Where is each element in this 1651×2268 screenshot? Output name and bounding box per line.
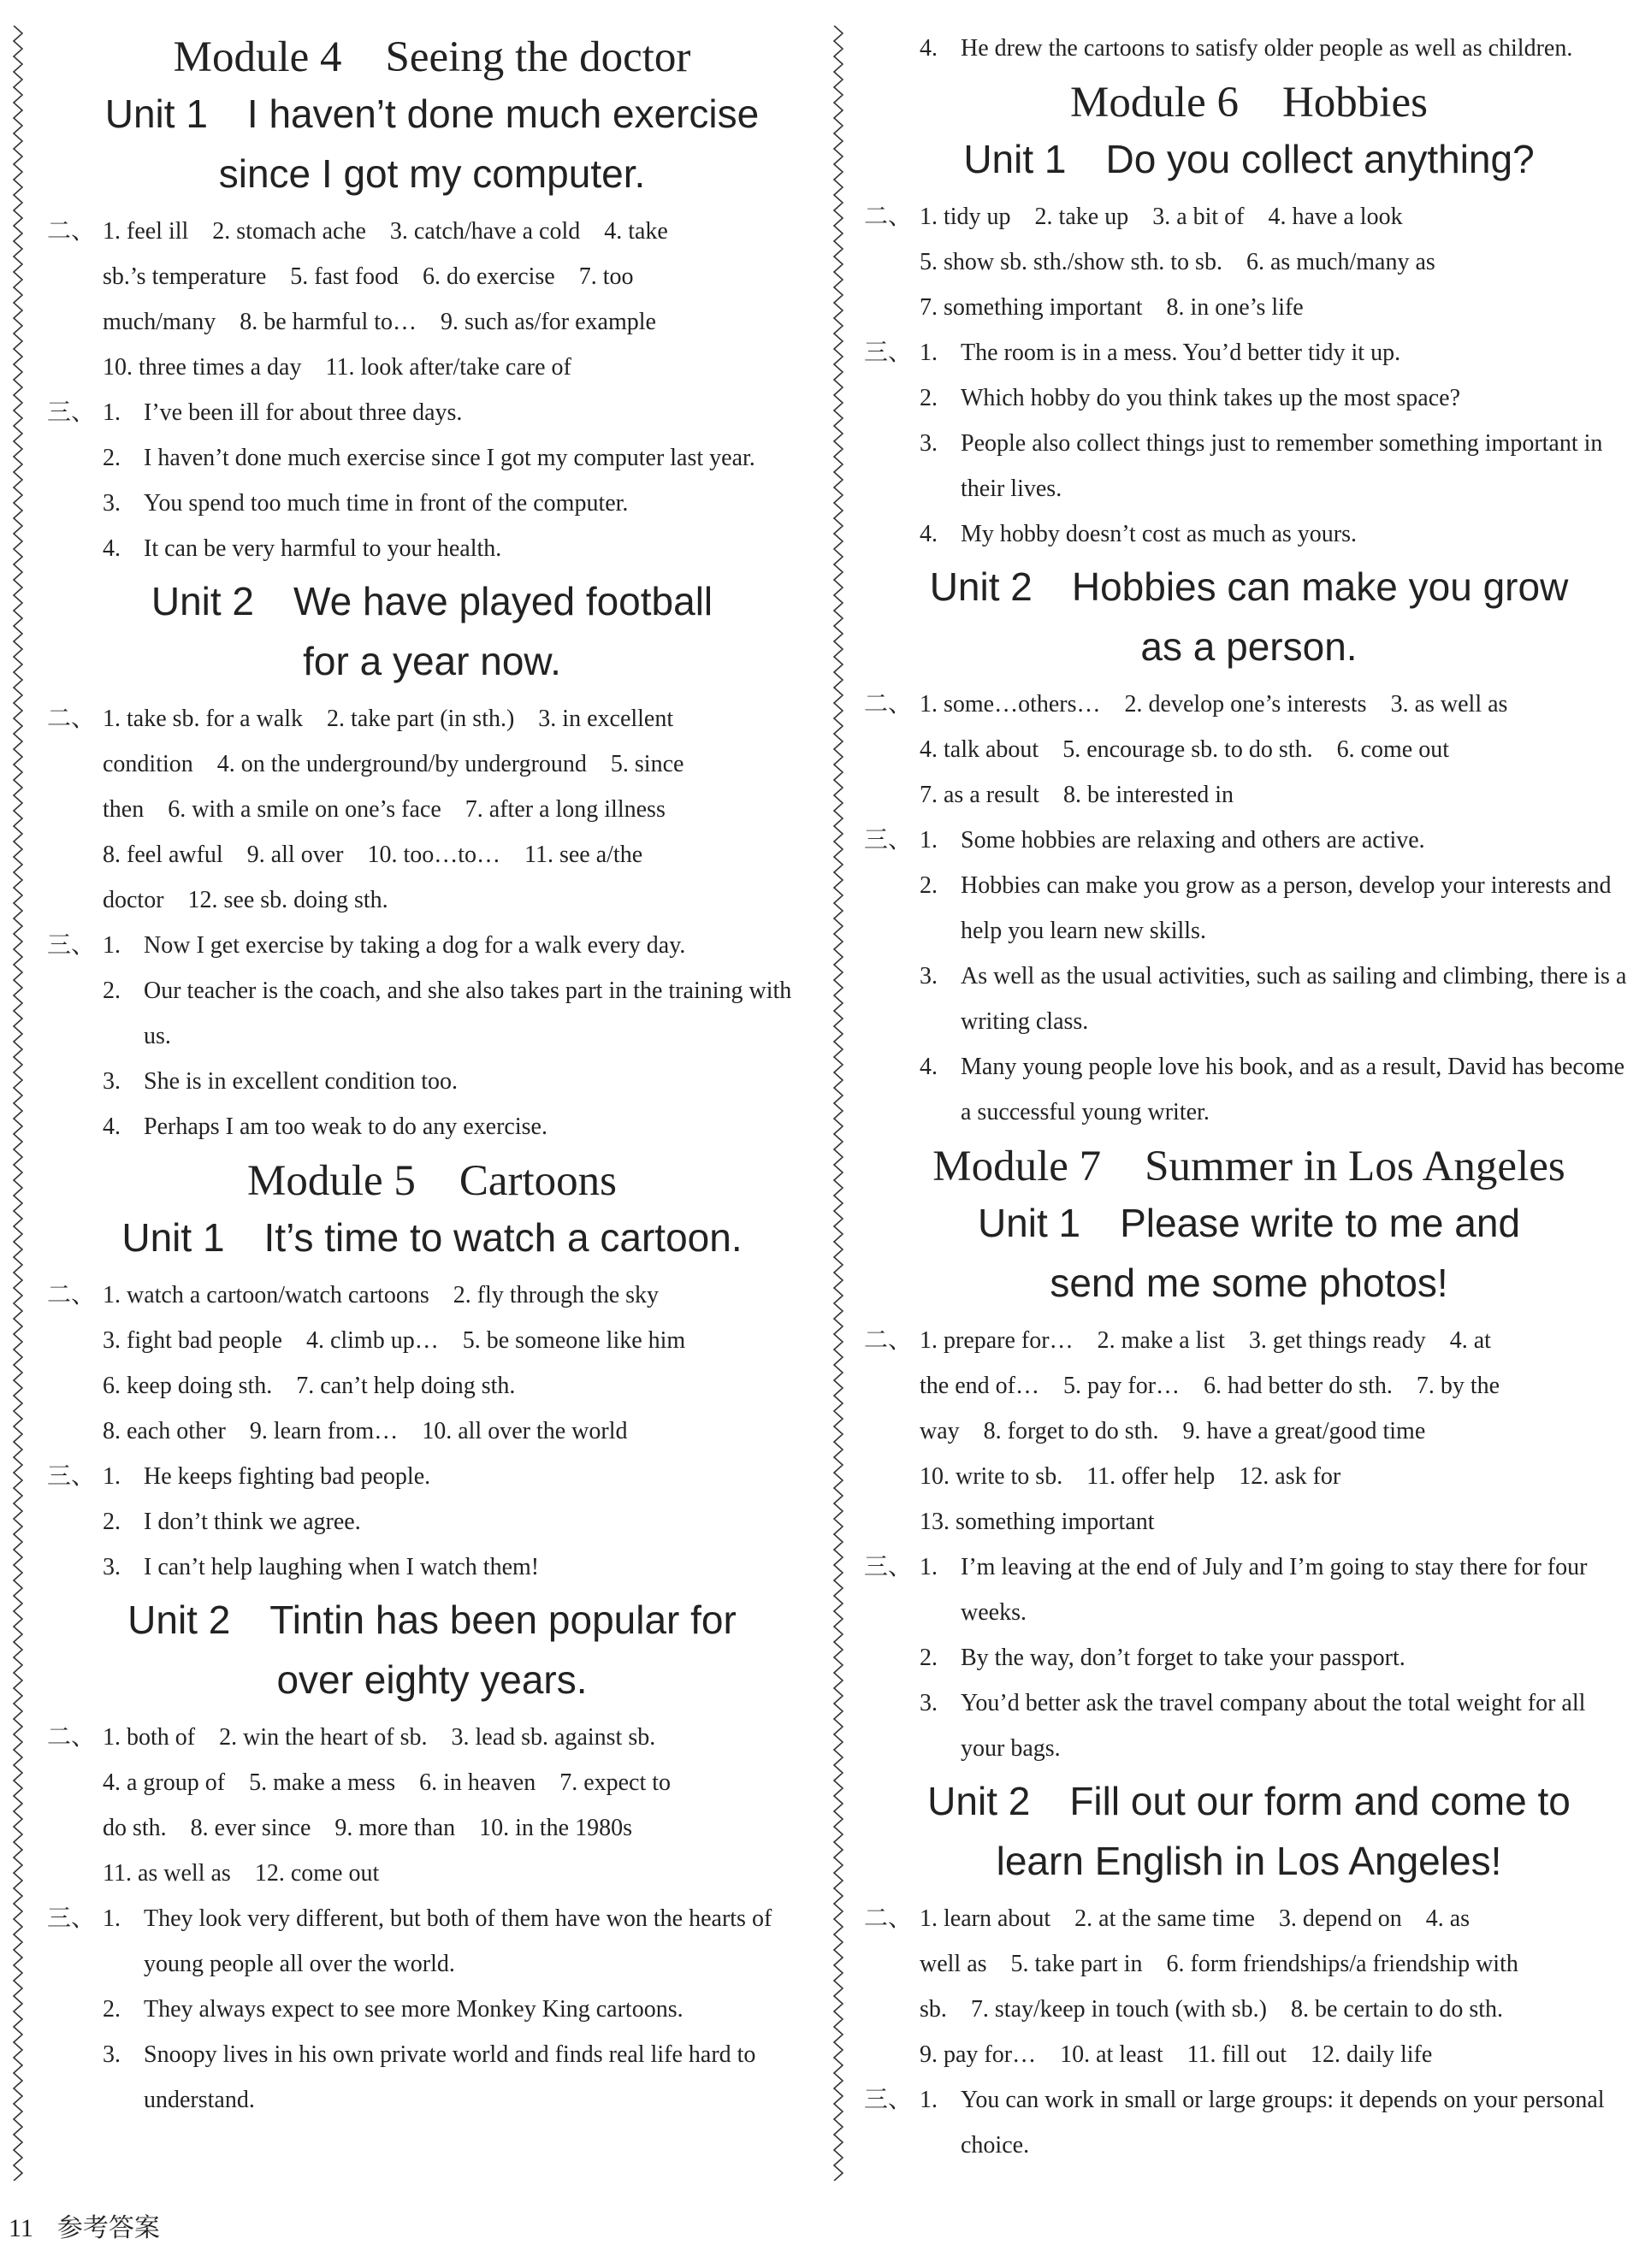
item-number: 1.: [920, 1554, 938, 1580]
item-number: 4.: [920, 35, 938, 62]
sentence-item: [920, 863, 1634, 954]
item-number: 3.: [103, 1068, 121, 1095]
sentence-item: [103, 923, 817, 968]
sentence-item: [103, 1059, 817, 1104]
module-6-unit-2-title: Unit 2 Hobbies can make you grow as a person.: [929, 564, 1569, 669]
item-number: 4.: [920, 521, 938, 547]
m6u2-sentences-section: [864, 818, 1634, 1135]
phrase-line: 9. pay for… 10. at least 11. fill out 12. daily life: [920, 2041, 1433, 2068]
phrase-line: condition 4. on the underground/by underground 5. since: [103, 751, 684, 777]
item-text: People also collect things just to remember something important in their lives.: [961, 430, 1603, 502]
m5u2-phrases-section: [47, 1715, 817, 1896]
phrase-line: 1. take sb. for a walk 2. take part (in sth.) 3. in excellent: [103, 706, 674, 732]
item-number: 1.: [920, 340, 938, 366]
item-text: I can’t help laughing when I watch them!: [144, 1554, 540, 1580]
module-4-unit-1-title: Unit 1 I haven’t done much exercise since I got my computer.: [104, 92, 760, 196]
m4u2-phrases-section: [47, 696, 817, 923]
item-text: She is in excellent condition too.: [144, 1068, 459, 1095]
sentence-item: [103, 1454, 817, 1499]
section-marker-2: 二、: [864, 691, 913, 718]
item-number: 4.: [103, 1113, 121, 1140]
sentence-item: [103, 2032, 817, 2123]
item-text: I’m leaving at the end of July and I’m going to stay there for four weeks.: [961, 1554, 1588, 1626]
item-text: The room is in a mess. You’d better tidy it up.: [961, 340, 1401, 366]
phrase-line: 11. as well as 12. come out: [103, 1860, 380, 1887]
item-number: 1.: [920, 2087, 938, 2113]
item-number: 1.: [920, 827, 938, 853]
item-text: Which hobby do you think takes up the most space?: [961, 385, 1460, 411]
item-text: Some hobbies are relaxing and others are active.: [961, 827, 1425, 853]
phrase-line: well as 5. take part in 6. form friendships/a friendship with: [920, 1951, 1518, 1977]
module-5-title: Module 5 Cartoons: [246, 1157, 618, 1205]
m7u1-phrases-section: [864, 1318, 1634, 1544]
phrase-line: much/many 8. be harmful to… 9. such as/for example: [103, 309, 656, 335]
phrase-line: 5. show sb. sth./show sth. to sb. 6. as much/many as: [920, 249, 1435, 275]
phrase-line: way 8. forget to do sth. 9. have a great/good time: [920, 1418, 1426, 1444]
sentence-item: [103, 1104, 817, 1149]
zigzag-divider-left: [12, 26, 24, 2181]
item-text: Hobbies can make you grow as a person, develop your interests and help you learn new skills.: [961, 872, 1612, 944]
sentence-item: [103, 1544, 817, 1590]
sentence-item: [920, 818, 1634, 863]
item-number: 3.: [103, 490, 121, 517]
sentence-item: [920, 1680, 1634, 1771]
item-number: 1.: [103, 399, 121, 426]
phrase-line: 1. tidy up 2. take up 3. a bit of 4. have a look: [920, 204, 1403, 230]
module-5-unit-2-title: Unit 2 Tintin has been popular for over eighty years.: [127, 1598, 737, 1702]
m4u1-phrases-section: [47, 209, 817, 390]
item-text: Now I get exercise by taking a dog for a walk every day.: [144, 932, 686, 959]
sentence-item: [103, 1499, 817, 1544]
m5u1-phrases-section: [47, 1273, 817, 1454]
section-marker-2: 二、: [47, 1724, 96, 1751]
sentence-item: [103, 526, 817, 571]
item-text: Snoopy lives in his own private world and finds real life hard to understand.: [144, 2041, 756, 2113]
item-number: 3.: [920, 1690, 938, 1716]
item-text: It can be very harmful to your health.: [144, 535, 502, 562]
item-number: 2.: [920, 385, 938, 411]
phrase-line: 8. each other 9. learn from… 10. all over the world: [103, 1418, 628, 1444]
item-number: 1.: [103, 1463, 121, 1490]
sentence-item: [103, 1896, 817, 1987]
item-text: You can work in small or large groups: it depends on your personal choice.: [961, 2087, 1605, 2159]
module-4-unit-2-title: Unit 2 We have played football for a year now.: [151, 579, 713, 683]
section-marker-2: 二、: [864, 204, 913, 230]
sentence-item: [920, 330, 1634, 375]
sentence-item: [103, 435, 817, 481]
item-text: As well as the usual activities, such as sailing and climbing, there is a writing class.: [961, 963, 1627, 1035]
item-number: 2.: [103, 1509, 121, 1535]
m7u2-phrases-section: [864, 1896, 1634, 2077]
phrase-line: 1. both of 2. win the heart of sb. 3. lead sb. against sb.: [103, 1724, 656, 1751]
sentence-item: [920, 2077, 1634, 2168]
m5u2-sentences-section: [47, 1896, 817, 2123]
zigzag-divider-right: [832, 26, 844, 2181]
item-number: 3.: [103, 2041, 121, 2068]
phrase-line: then 6. with a smile on one’s face 7. after a long illness: [103, 796, 666, 823]
item-text: Our teacher is the coach, and she also takes part in the training with us.: [144, 977, 792, 1049]
module-7-title: Module 7 Summer in Los Angeles: [932, 1143, 1565, 1190]
item-text: I don’t think we agree.: [144, 1509, 361, 1535]
item-number: 3.: [920, 963, 938, 989]
item-number: 4.: [920, 1054, 938, 1080]
item-text: I haven’t done much exercise since I got my computer last year.: [144, 445, 755, 471]
item-text: By the way, don’t forget to take your passport.: [961, 1645, 1405, 1671]
item-number: 2.: [920, 872, 938, 899]
page-number: 11: [9, 2214, 33, 2242]
item-number: 1.: [103, 1905, 121, 1932]
phrase-line: 1. feel ill 2. stomach ache 3. catch/have a cold 4. take: [103, 218, 668, 245]
module-7-unit-2-title: Unit 2 Fill out our form and come to learn English in Los Angeles!: [927, 1779, 1571, 1883]
module-4-title: Module 4 Seeing the doctor: [173, 33, 691, 81]
sentence-item: [103, 968, 817, 1059]
section-marker-2: 二、: [47, 706, 96, 732]
sentence-item: [103, 390, 817, 435]
phrase-line: 7. something important 8. in one’s life: [920, 294, 1304, 321]
phrase-line: 7. as a result 8. be interested in: [920, 782, 1234, 808]
item-number: 2.: [920, 1645, 938, 1671]
section-marker-3: 三、: [864, 827, 913, 853]
item-text: My hobby doesn’t cost as much as yours.: [961, 521, 1357, 547]
phrase-line: 10. three times a day 11. look after/take care of: [103, 354, 571, 381]
item-text: You spend too much time in front of the computer.: [144, 490, 629, 517]
item-number: 3.: [920, 430, 938, 457]
item-text: Perhaps I am too weak to do any exercise.: [144, 1113, 547, 1140]
left-column: [47, 26, 817, 2123]
phrase-line: 1. some…others… 2. develop one’s interests 3. as well as: [920, 691, 1508, 718]
item-number: 1.: [103, 932, 121, 959]
item-number: 4.: [103, 535, 121, 562]
m6u1-sentences-section: [864, 330, 1634, 557]
item-text: He drew the cartoons to satisfy older people as well as children.: [961, 35, 1573, 62]
item-number: 2.: [103, 977, 121, 1004]
section-marker-3: 三、: [864, 1554, 913, 1580]
module-5-unit-1-title: Unit 1 It’s time to watch a cartoon.: [121, 1215, 743, 1260]
section-marker-2: 二、: [864, 1327, 913, 1354]
section-marker-2: 二、: [47, 1282, 96, 1308]
m5u1-sentences-section: [47, 1454, 817, 1590]
footer-label: 参考答案: [56, 2214, 160, 2242]
item-text: I’ve been ill for about three days.: [144, 399, 463, 426]
section-marker-3: 三、: [47, 1463, 96, 1490]
item-number: 2.: [103, 445, 121, 471]
m4u2-sentences-section: [47, 923, 817, 1149]
phrase-line: sb.’s temperature 5. fast food 6. do exercise 7. too: [103, 263, 634, 290]
phrase-line: 4. a group of 5. make a mess 6. in heaven 7. expect to: [103, 1769, 672, 1796]
phrase-line: 1. watch a cartoon/watch cartoons 2. fly through the sky: [103, 1282, 660, 1308]
phrase-line: 1. prepare for… 2. make a list 3. get things ready 4. at: [920, 1327, 1491, 1354]
sentence-item: [920, 1635, 1634, 1680]
sentence-item: [920, 421, 1634, 511]
phrase-line: 3. fight bad people 4. climb up… 5. be someone like him: [103, 1327, 686, 1354]
item-number: 3.: [103, 1554, 121, 1580]
section-marker-3: 三、: [864, 2087, 913, 2113]
continued-sentence-item: [864, 26, 1634, 71]
m6u2-phrases-section: [864, 682, 1634, 818]
item-number: 2.: [103, 1996, 121, 2023]
phrase-line: 10. write to sb. 11. offer help 12. ask for: [920, 1463, 1341, 1490]
m4u1-sentences-section: [47, 390, 817, 571]
sentence-item: [103, 481, 817, 526]
phrase-line: 4. talk about 5. encourage sb. to do sth. 6. come out: [920, 736, 1449, 763]
sentence-item: [920, 1044, 1634, 1135]
phrase-line: 6. keep doing sth. 7. can’t help doing sth.: [103, 1373, 516, 1399]
item-text: They look very different, but both of them have won the hearts of young people all over the world.: [144, 1905, 772, 1977]
page-footer: [9, 2206, 160, 2244]
m6u1-phrases-section: [864, 194, 1634, 330]
phrase-line: doctor 12. see sb. doing sth.: [103, 887, 388, 913]
module-7-unit-1-title: Unit 1 Please write to me and send me some photos!: [977, 1201, 1521, 1305]
section-marker-2: 二、: [47, 218, 96, 245]
phrase-line: 1. learn about 2. at the same time 3. depend on 4. as: [920, 1905, 1471, 1932]
module-6-title: Module 6 Hobbies: [1070, 79, 1428, 127]
right-column: [864, 26, 1634, 2168]
section-marker-2: 二、: [864, 1905, 913, 1932]
section-marker-3: 三、: [47, 1905, 96, 1932]
item-text: He keeps fighting bad people.: [144, 1463, 431, 1490]
section-marker-3: 三、: [47, 932, 96, 959]
sentence-item: [103, 1987, 817, 2032]
sentence-item: [920, 954, 1634, 1044]
sentence-item: [920, 511, 1634, 557]
section-marker-3: 三、: [47, 399, 96, 426]
item-text: Many young people love his book, and as a result, David has become a successful young writer.: [961, 1054, 1625, 1125]
m7u1-sentences-section: [864, 1544, 1634, 1771]
phrase-line: 8. feel awful 9. all over 10. too…to… 11. see a/the: [103, 842, 643, 868]
section-marker-3: 三、: [864, 340, 913, 366]
phrase-line: 13. something important: [920, 1509, 1155, 1535]
phrase-line: do sth. 8. ever since 9. more than 10. in the 1980s: [103, 1815, 633, 1841]
item-text: They always expect to see more Monkey King cartoons.: [144, 1996, 683, 2023]
phrase-line: the end of… 5. pay for… 6. had better do sth. 7. by the: [920, 1373, 1500, 1399]
sentence-item: [920, 1544, 1634, 1635]
m7u2-sentences-section: [864, 2077, 1634, 2168]
module-6-unit-1-title: Unit 1 Do you collect anything?: [963, 137, 1535, 181]
item-text: You’d better ask the travel company about the total weight for all your bags.: [961, 1690, 1586, 1762]
phrase-line: sb. 7. stay/keep in touch (with sb.) 8. be certain to do sth.: [920, 1996, 1503, 2023]
sentence-item: [920, 375, 1634, 421]
